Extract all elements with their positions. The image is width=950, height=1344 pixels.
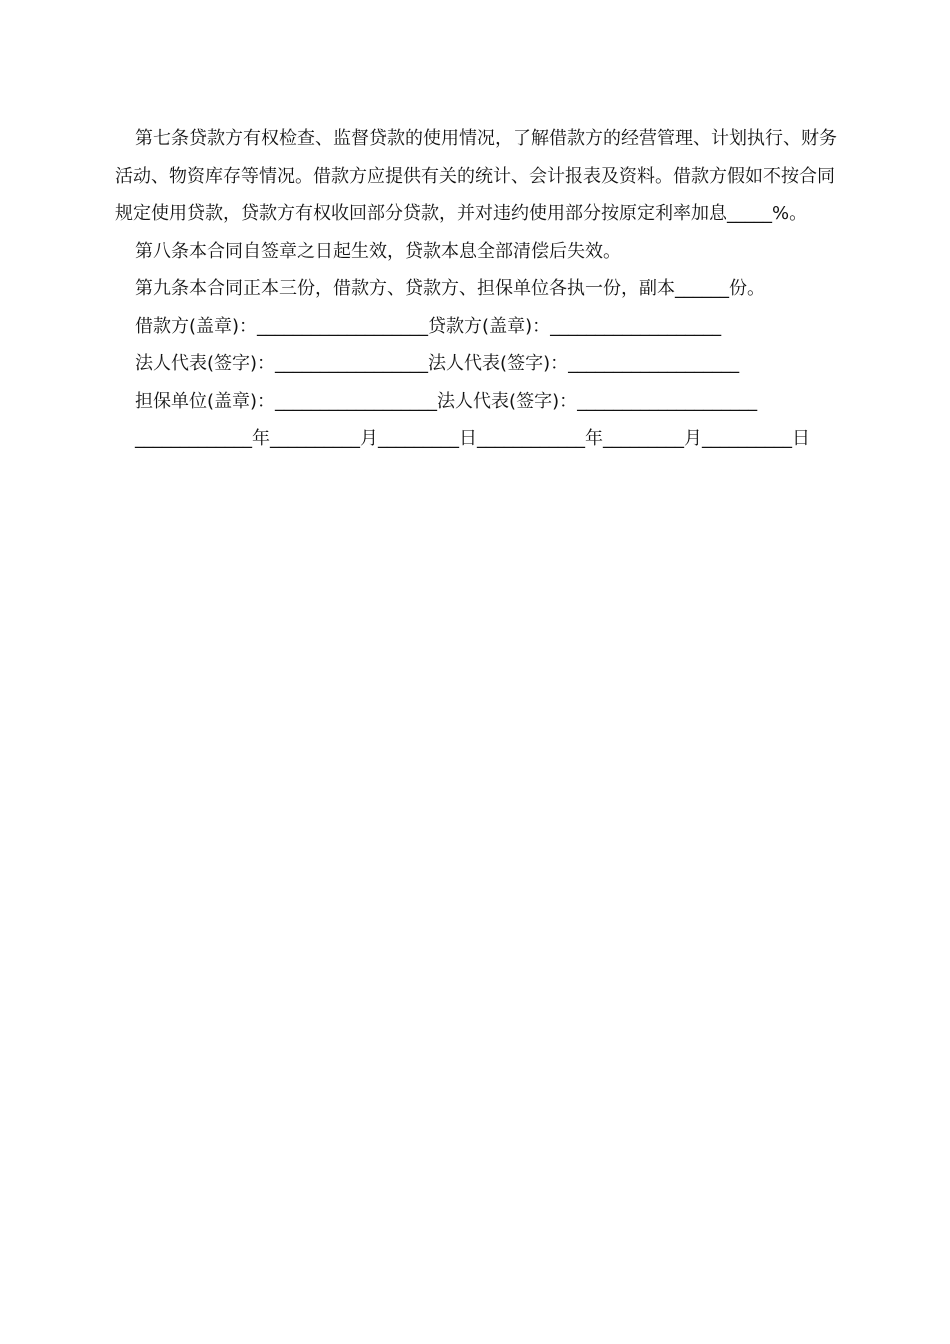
document-body: [115, 120, 840, 458]
article-9-paragraph: 第九条本合同正本三份，借款方、贷款方、担保单位各执一份，副本______份。: [135, 278, 765, 299]
article-7-paragraph: 第七条贷款方有权检查、监督贷款的使用情况，了解借款方的经营管理、计划执行、财务活动、物资库存等情况。借款方应提供有关的统计、会计报表及资料。借款方假如不按合同规定使用贷款，贷款方有权收回部分贷款，并对违约使用部分按原定利率加息_____%。: [115, 128, 837, 224]
guarantor-signature-line: 担保单位(盖章)：__________________法人代表(签字)：____________________: [135, 390, 758, 412]
article-8-paragraph: 第八条本合同自签章之日起生效，贷款本息全部清偿后失效。: [135, 240, 621, 262]
legal-representative-signature-line: 法人代表(签字)：_________________法人代表(签字)：___________________: [135, 353, 740, 374]
borrower-lender-signature-line: 借款方(盖章)：___________________贷款方(盖章)：___________________: [135, 315, 722, 337]
date-line: _____________年__________月_________日____________年_________月__________日: [135, 428, 810, 449]
